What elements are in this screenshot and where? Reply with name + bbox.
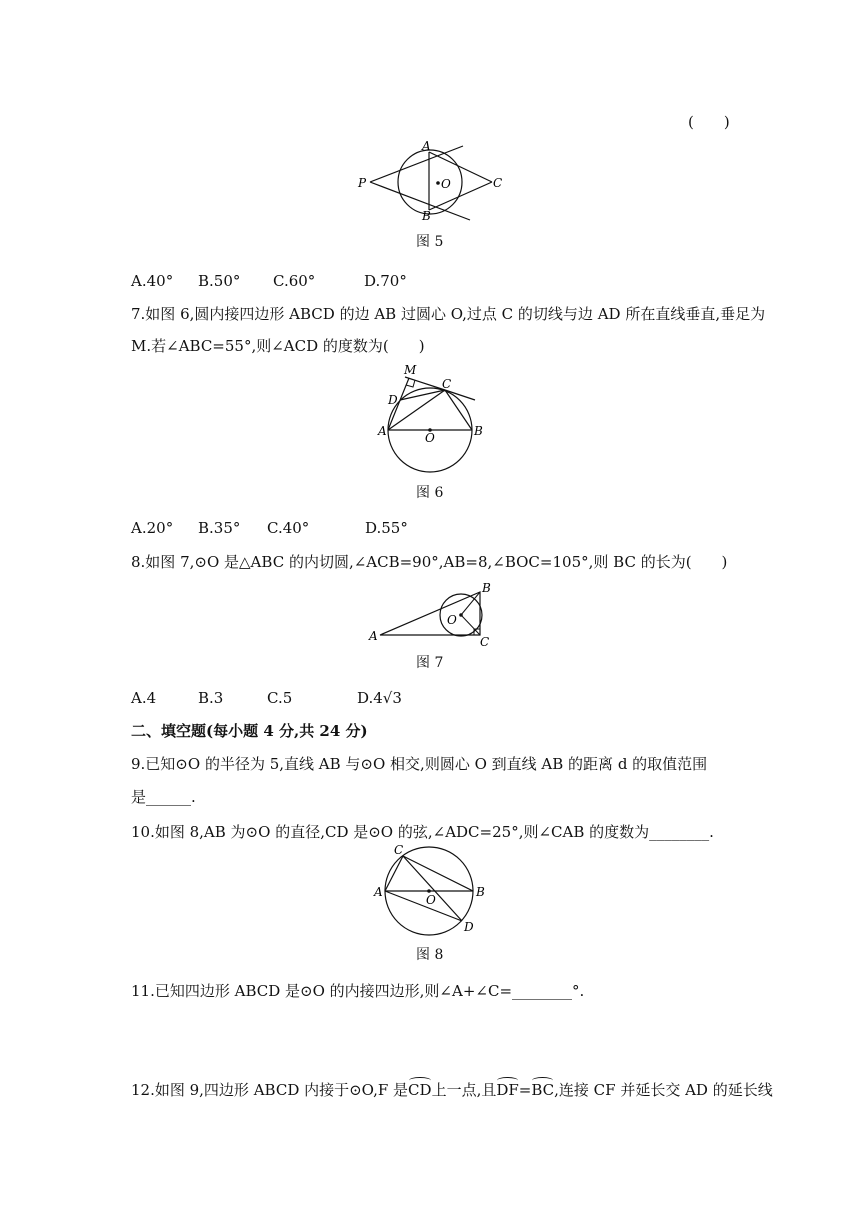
center-dot xyxy=(459,613,463,617)
label-p: P xyxy=(358,176,367,190)
figure-8-caption: 图 8 xyxy=(416,947,444,963)
arc-bc: BC xyxy=(531,1081,555,1099)
label-b: B xyxy=(422,209,431,223)
q8-option-b: B.3 xyxy=(198,689,224,707)
q7-option-b: B.35° xyxy=(198,519,241,537)
q7-option-c: C.40° xyxy=(267,519,310,537)
q12-line-1 xyxy=(131,1080,773,1100)
label-b: B xyxy=(474,424,483,438)
tangent-line-ext xyxy=(445,390,475,400)
q10-line-1: 10.如图 8,AB 为⊙O 的直径,CD 是⊙O 的弦,∠ADC=25°,则∠CAB 的度数为________. xyxy=(131,823,714,841)
segment-ac xyxy=(429,152,492,182)
label-d: D xyxy=(464,920,474,934)
q11-line-1: 11.已知四边形 ABCD 是⊙O 的内接四边形,则∠A+∠C=________°. xyxy=(131,982,585,1000)
segment-oc xyxy=(461,615,480,635)
label-c: C xyxy=(394,843,404,857)
label-m: M xyxy=(404,363,417,377)
q6-option-c: C.60° xyxy=(273,272,316,290)
segment-bc xyxy=(429,182,492,210)
q7-line-1: 7.如图 6,圆内接四边形 ABCD 的边 AB 过圆心 O,过点 C 的切线与边 AD 所在直线垂直,垂足为 xyxy=(131,305,766,323)
label-o: O xyxy=(425,431,435,445)
figure-5 xyxy=(350,140,510,225)
q8-option-a: A.4 xyxy=(131,689,157,707)
chord-cd xyxy=(403,856,462,921)
q12-text-2: 上一点,且 xyxy=(431,1081,497,1099)
label-c: C xyxy=(442,377,452,391)
q6-option-b: B.50° xyxy=(198,272,241,290)
figure-6-caption: 图 6 xyxy=(416,485,444,501)
chord-ad xyxy=(385,891,462,921)
label-o: O xyxy=(441,177,451,191)
q7-line-2: M.若∠ABC=55°,则∠ACD 的度数为( ) xyxy=(131,337,425,355)
label-c: C xyxy=(480,635,490,649)
q9-line-1: 9.已知⊙O 的半径为 5,直线 AB 与⊙O 相交,则圆心 O 到直线 AB 的距离 d 的取值范围 xyxy=(131,755,708,773)
q7-option-d: D.55° xyxy=(365,519,408,537)
chord-ca xyxy=(385,856,403,891)
q6-option-a: A.40° xyxy=(131,272,174,290)
chord-cb xyxy=(445,390,472,430)
q12-equals: = xyxy=(518,1081,532,1099)
label-o: O xyxy=(426,893,436,907)
arc-cd: CD xyxy=(408,1081,432,1099)
q12-text-3: ,连接 CF 并延长交 AD 的延长线 xyxy=(554,1081,773,1099)
center-dot xyxy=(436,181,440,185)
label-a: A xyxy=(369,629,378,643)
label-a: A xyxy=(374,885,383,899)
q12-text-1: 12.如图 9,四边形 ABCD 内接于⊙O,F 是 xyxy=(131,1081,409,1099)
figure-7 xyxy=(366,580,496,650)
figure-5-caption: 图 5 xyxy=(416,234,444,250)
triangle-abc xyxy=(380,592,480,635)
figure-7-caption: 图 7 xyxy=(416,655,444,671)
q6-option-d: D.70° xyxy=(364,272,407,290)
figure-6 xyxy=(370,360,500,480)
chord-cb xyxy=(403,856,473,891)
label-a: A xyxy=(378,424,387,438)
label-b: B xyxy=(482,581,491,595)
label-o: O xyxy=(447,613,457,627)
figure-8 xyxy=(366,843,496,939)
label-c: C xyxy=(493,176,503,190)
q9-line-2: 是______. xyxy=(131,788,196,806)
q8-option-c: C.5 xyxy=(267,689,293,707)
section-2-heading: 二、填空题(每小题 4 分,共 24 分) xyxy=(131,722,368,740)
answer-paren: ( ) xyxy=(688,113,730,131)
q8-option-d: D.4√3 xyxy=(357,689,402,707)
q7-option-a: A.20° xyxy=(131,519,174,537)
arc-df: DF xyxy=(496,1081,519,1099)
label-b: B xyxy=(476,885,485,899)
label-d: D xyxy=(388,393,398,407)
q8-line-1: 8.如图 7,⊙O 是△ABC 的内切圆,∠ACB=90°,AB=8,∠BOC=105°,则 BC 的长为( ) xyxy=(131,553,728,571)
label-a: A xyxy=(422,140,431,153)
